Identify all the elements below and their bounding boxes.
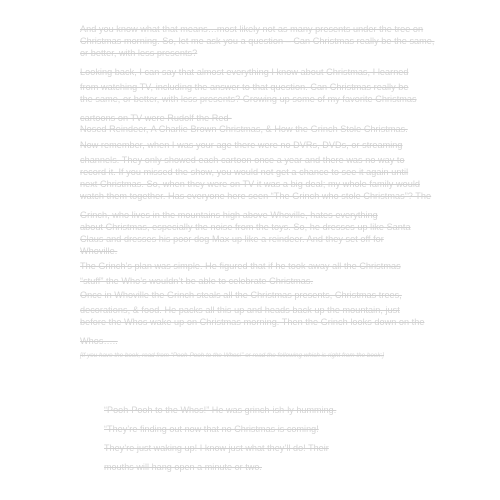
paragraph-line: the same, or better, with less presents? Growing up some of my favorite Christmas xyxy=(80,94,417,104)
paragraph-line: or better, with less presents? xyxy=(80,48,198,58)
paragraph-line: decorations, & food. He packs all this up and heads back up the mountain, just xyxy=(80,305,400,315)
poem-line: mouths will hang open a minute or two. xyxy=(104,462,262,472)
paragraph-line: Looking back, I can say that almost everything I know about Christmas, I learned xyxy=(80,67,409,77)
paragraph-line: from watching TV, including the answer to that question. Can Christmas really be xyxy=(80,82,409,92)
paragraph-line: Once in Whoville the Grinch steals all the Christmas presents, Christmas trees, xyxy=(80,290,402,300)
poem-line: “They’re finding out now that no Christmas is coming! xyxy=(104,424,319,434)
paragraph-line: watch them together. Has everyone here seen “The Grinch who stole Christmas”? The xyxy=(80,191,432,201)
poem-line: They’re just waking up! I know just what they’ll do! Their xyxy=(104,443,329,453)
paragraph-line: Christmas morning. So, let me ask you a question – Can Christmas really be the same, xyxy=(80,36,435,46)
paragraph-line: cartoons on TV were Rudolf the Red- xyxy=(80,113,232,123)
paragraph-line: The Grinch’s plan was simple. He figured that if he took away all the Christmas xyxy=(80,261,401,271)
poem-line: “Pooh-Pooh to the Whos!” He was grinch-ish-ly humming. xyxy=(104,405,337,415)
paragraph-line: Whos….. xyxy=(80,336,118,346)
paragraph-line: “stuff” the Who’s wouldn’t be able to celebrate Christmas. xyxy=(80,276,314,286)
paragraph-line: about Christmas, especially the noise from the toys. So, he dresses up like Santa xyxy=(80,222,411,232)
reading-note: [If you have the book, read from “Pooh-Pooh to the Whos!” or read the following which is right from the book:] xyxy=(80,352,385,359)
paragraph-line: Grinch, who lives in the mountains high above Whoville, hates everything xyxy=(80,210,378,220)
paragraph-line: record it. If you missed the show, you would not get a chance to see it again until xyxy=(80,167,409,177)
paragraph-line: channels. They only showed each cartoon once a year and there was no way to xyxy=(80,155,405,165)
paragraph-line: before the Whos wake up on Christmas morning. Then the Grinch looks down on the xyxy=(80,317,425,327)
paragraph-line: next Christmas. So, when they were on TV it was a big deal; my whole family would xyxy=(80,179,420,189)
paragraph-line: Now remember, when I was your age there were no DVRs, DVDs, or streaming xyxy=(80,140,403,150)
paragraph-line: Whoville. xyxy=(80,246,118,256)
paragraph-line: And you know what that means…most likely not as many presents under the tree on xyxy=(80,24,424,34)
paragraph-line: Nosed Reindeer, A Charlie Brown Christmas, & How the Grinch Stole Christmas. xyxy=(80,124,408,134)
paragraph-line: Claus and dresses his poor dog Max up like a reindeer. And they set off for xyxy=(80,234,384,244)
